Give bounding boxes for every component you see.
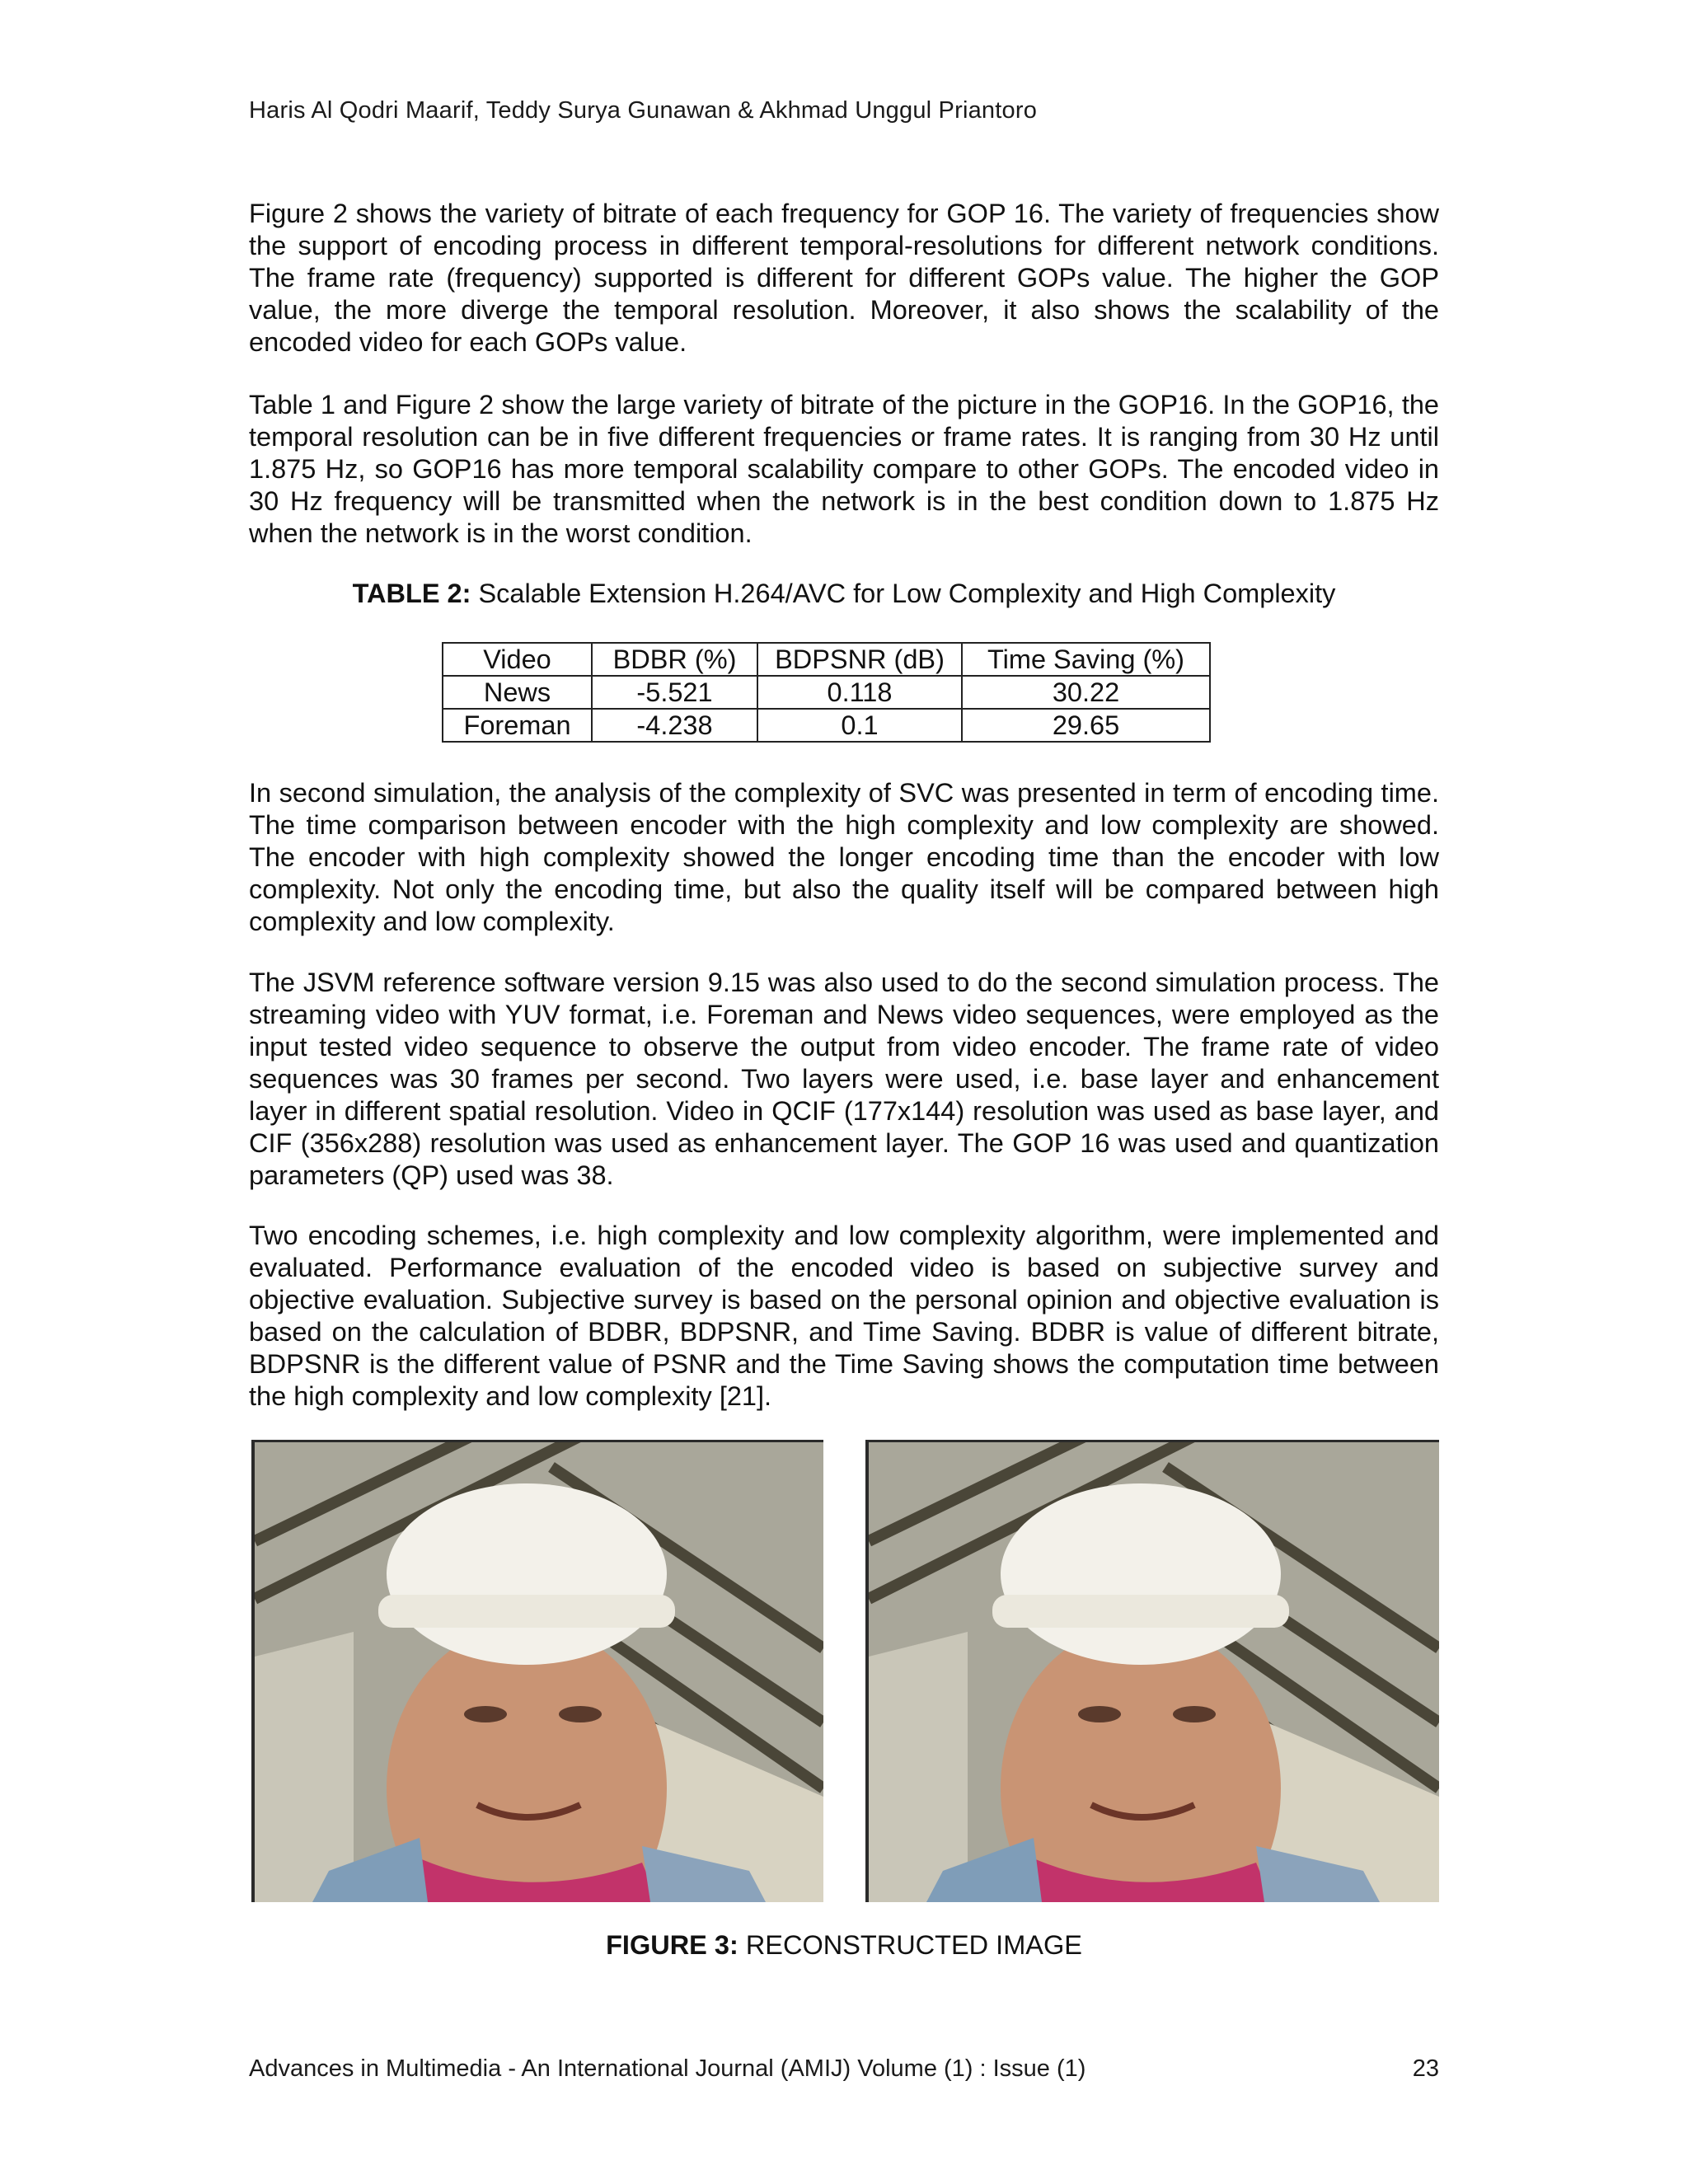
table-header-cell: Time Saving (%) (962, 643, 1210, 676)
table-cell: 0.1 (757, 709, 962, 742)
table-header-row (443, 643, 1210, 676)
paragraph-3: In second simulation, the analysis of the complexity of SVC was presented in term of encoding time. The time comparison between encoder with the high complexity and low complexity are showed. The encoder with high complexity showed the longer encoding time than the encoder with low complexity. Not only the encoding time, but also the quality itself will be compared between high complexity and low complexity. (249, 778, 1439, 936)
page-number: 23 (1412, 2055, 1439, 2082)
figure-caption (0, 1930, 1688, 1961)
paragraph-4: The JSVM reference software version 9.15 was also used to do the second simulation process. The streaming video with YUV format, i.e. Foreman and News video sequences, were employed as the input tested video sequence to observe the output from video encoder. The frame rate of video sequences was 30 frames per second. Two layers were used, i.e. base layer and enhancement layer in different spatial resolution. Video in QCIF (177x144) resolution was used as base layer, and CIF (356x288) resolution was used as enhancement layer. The GOP 16 was used and quantization parameters (QP) used was 38. (249, 968, 1439, 1190)
table-cell: 0.118 (757, 676, 962, 709)
figure-caption-text: RECONSTRUCTED IMAGE (738, 1930, 1082, 1960)
foreman-frame-right (869, 1442, 1439, 1902)
table-cell: -5.521 (592, 676, 757, 709)
foreman-frame-left (255, 1442, 823, 1902)
figure-caption-label: FIGURE 3: (606, 1930, 738, 1960)
table-caption (0, 579, 1688, 609)
table-row (443, 709, 1210, 742)
results-table (442, 642, 1211, 743)
table-cell: News (443, 676, 592, 709)
table-header-cell: Video (443, 643, 592, 676)
table-caption-label: TABLE 2: (352, 579, 471, 608)
table-caption-text: Scalable Extension H.264/AVC for Low Complexity and High Complexity (471, 579, 1336, 608)
page-footer (249, 2055, 1439, 2083)
table-cell: Foreman (443, 709, 592, 742)
reconstructed-image-left (251, 1440, 823, 1902)
journal-name: Advances in Multimedia - An International Journal (AMIJ) Volume (1) : Issue (1) (249, 2055, 1086, 2082)
table-header-cell: BDPSNR (dB) (757, 643, 962, 676)
table-cell: 30.22 (962, 676, 1210, 709)
paragraph-2: Table 1 and Figure 2 show the large variety of bitrate of the picture in the GOP16. In the GOP16, the temporal resolution can be in five different frequencies or frame rates. It is ranging from 30 Hz until 1.875 Hz, so GOP16 has more temporal scalability compare to other GOPs. The encoded video in 30 Hz frequency will be transmitted when the network is in the best condition down to 1.875 Hz when the network is in the worst condition. (249, 390, 1439, 548)
paragraph-5: Two encoding schemes, i.e. high complexity and low complexity algorithm, were implemented and evaluated. Performance evaluation of the encoded video is based on subjective survey and objective evaluation. Subjective survey is based on the personal opinion and objective evaluation is based on the calculation of BDBR, BDPSNR, and Time Saving. BDBR is value of different bitrate, BDPSNR is the different value of PSNR and the Time Saving shows the computation time between the high complexity and low complexity [21]. (249, 1221, 1439, 1411)
reconstructed-image-right (865, 1440, 1439, 1902)
table-cell: -4.238 (592, 709, 757, 742)
running-header: Haris Al Qodri Maarif, Teddy Surya Gunawan & Akhmad Unggul Priantoro (249, 97, 1038, 124)
table-row (443, 676, 1210, 709)
paragraph-1: Figure 2 shows the variety of bitrate of each frequency for GOP 16. The variety of frequencies show the support of encoding process in different temporal-resolutions for different network conditions. The frame rate (frequency) supported is different for different GOPs value. The higher the GOP value, the more diverge the temporal resolution. Moreover, it also shows the scalability of the encoded video for each GOPs value. (249, 199, 1439, 357)
table-header-cell: BDBR (%) (592, 643, 757, 676)
table-cell: 29.65 (962, 709, 1210, 742)
